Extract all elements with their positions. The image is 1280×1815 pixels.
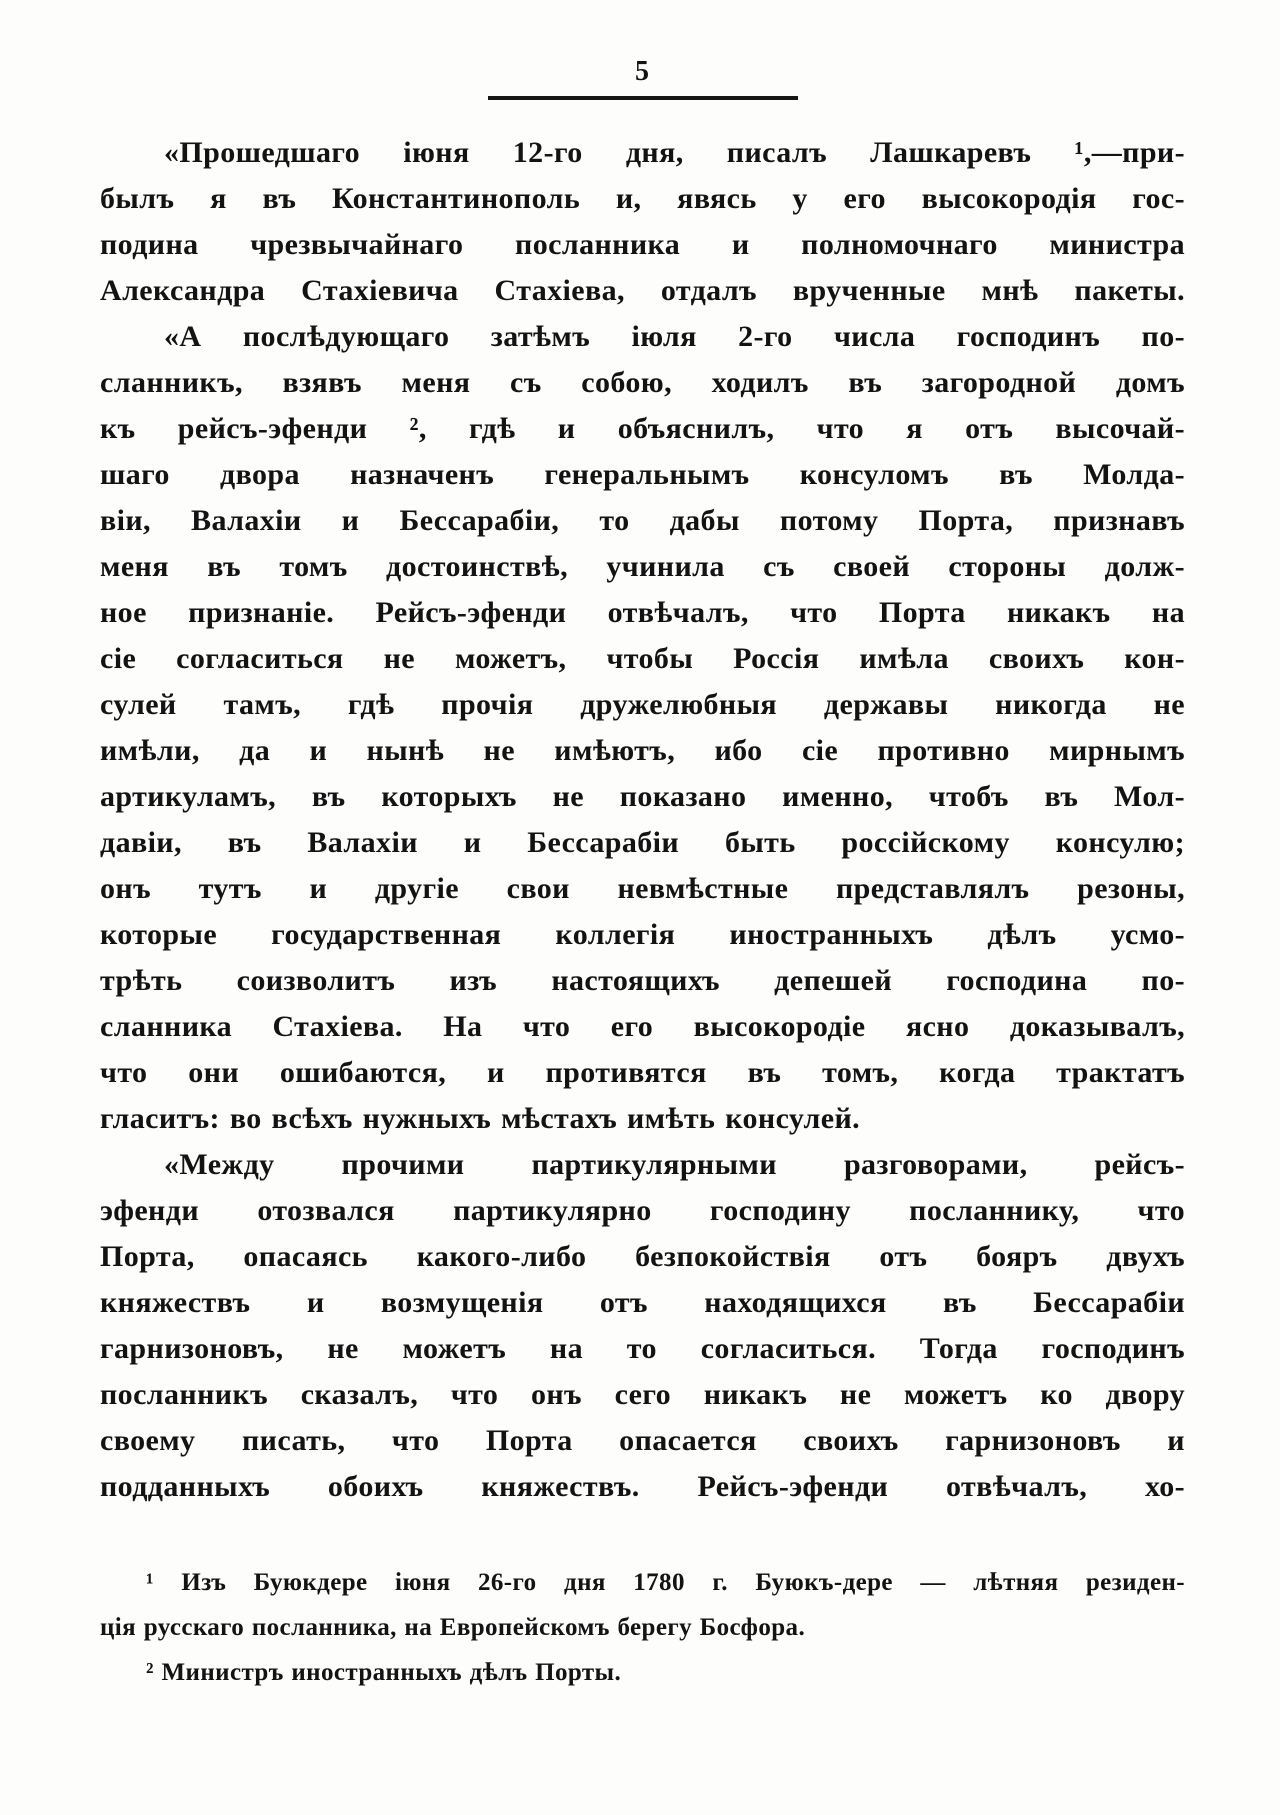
- text-line: посланникъ сказалъ, что онъ сего никакъ не можетъ ко двору: [100, 1378, 1185, 1411]
- text-line: своему писать, что Порта опасается своихъ гарнизоновъ и: [100, 1424, 1185, 1457]
- text-line: княжествъ и возмущенія отъ находящихся въ Бессарабіи: [100, 1286, 1185, 1319]
- text-line: имѣли, да и нынѣ не имѣютъ, ибо сіе противно мирнымъ: [100, 734, 1185, 767]
- text-line: сланника Стахіева. На что его высокородіе ясно доказывалъ,: [100, 1010, 1185, 1043]
- text-line: шаго двора назначенъ генеральнымъ консуломъ въ Молда-: [100, 458, 1185, 491]
- text-line: трѣть соизволитъ изъ настоящихъ депешей господина по-: [100, 964, 1185, 997]
- paragraph: [100, 1142, 1185, 1510]
- footnote: [100, 1560, 1185, 1650]
- text-line: ¹ Изъ Буюкдере іюня 26-го дня 1780 г. Буюкъ-дере — лѣтняя резиден-: [146, 1569, 1185, 1596]
- paragraph: [100, 314, 1185, 1142]
- text-line: ція русскаго посланника, на Европейскомъ берегу Босфора.: [100, 1614, 806, 1641]
- text-line: меня въ томъ достоинствѣ, учинила съ своей стороны долж-: [100, 550, 1185, 583]
- text-line: которые государственная коллегія иностранныхъ дѣлъ усмо-: [100, 918, 1185, 951]
- page-number: [488, 56, 798, 100]
- text-line: «Между прочими партикулярными разговорами, рейсъ-: [164, 1148, 1185, 1181]
- text-line: эфенди отозвался партикулярно господину посланнику, что: [100, 1194, 1185, 1227]
- page-header: [100, 56, 1185, 100]
- text-line: гласитъ: во всѣхъ нужныхъ мѣстахъ имѣть консулей.: [100, 1102, 861, 1135]
- body-text: [100, 130, 1185, 1510]
- page-number-text: 5: [635, 56, 650, 87]
- text-line: ное признаніе. Рейсъ-эфенди отвѣчалъ, что Порта никакъ на: [100, 596, 1185, 629]
- text-line: подина чрезвычайнаго посланника и полномочнаго министра: [100, 228, 1185, 261]
- text-line: сулей тамъ, гдѣ прочія дружелюбныя державы никогда не: [100, 688, 1185, 721]
- text-line: что они ошибаются, и противятся въ томъ, когда трактатъ: [100, 1056, 1185, 1089]
- text-line: Порта, опасаясь какого-либо безпокойствія отъ бояръ двухъ: [100, 1240, 1185, 1273]
- text-line: артикуламъ, въ которыхъ не показано именно, чтобъ въ Мол-: [100, 780, 1185, 813]
- text-line: гарнизоновъ, не можетъ на то согласиться. Тогда господинъ: [100, 1332, 1185, 1365]
- paragraph: [100, 130, 1185, 314]
- text-line: онъ тутъ и другіе свои невмѣстные представлялъ резоны,: [100, 872, 1185, 905]
- text-line: давіи, въ Валахіи и Бессарабіи быть россійскому консулю;: [100, 826, 1185, 859]
- text-line: віи, Валахіи и Бессарабіи, то дабы потому Порта, признавъ: [100, 504, 1185, 537]
- text-line: «А послѣдующаго затѣмъ іюля 2-го числа господинъ по-: [164, 320, 1185, 353]
- text-line: былъ я въ Константинополь и, явясь у его высокородія гос-: [100, 182, 1185, 215]
- text-line: сіе согласиться не можетъ, чтобы Россія имѣла своихъ кон-: [100, 642, 1185, 675]
- text-line: «Прошедшаго іюня 12-го дня, писалъ Лашкаревъ ¹,—при-: [164, 136, 1185, 169]
- footnote: [100, 1650, 1185, 1695]
- footnotes: [100, 1560, 1185, 1695]
- text-line: подданныхъ обоихъ княжествъ. Рейсъ-эфенди отвѣчалъ, хо-: [100, 1470, 1185, 1503]
- text-line: ² Министръ иностранныхъ дѣлъ Порты.: [146, 1659, 622, 1686]
- text-line: Александра Стахіевича Стахіева, отдалъ врученные мнѣ пакеты.: [100, 274, 1185, 307]
- text-line: сланникъ, взявъ меня съ собою, ходилъ въ загородной домъ: [100, 366, 1185, 399]
- text-line: къ рейсъ-эфенди ², гдѣ и объяснилъ, что я отъ высочай-: [100, 412, 1185, 445]
